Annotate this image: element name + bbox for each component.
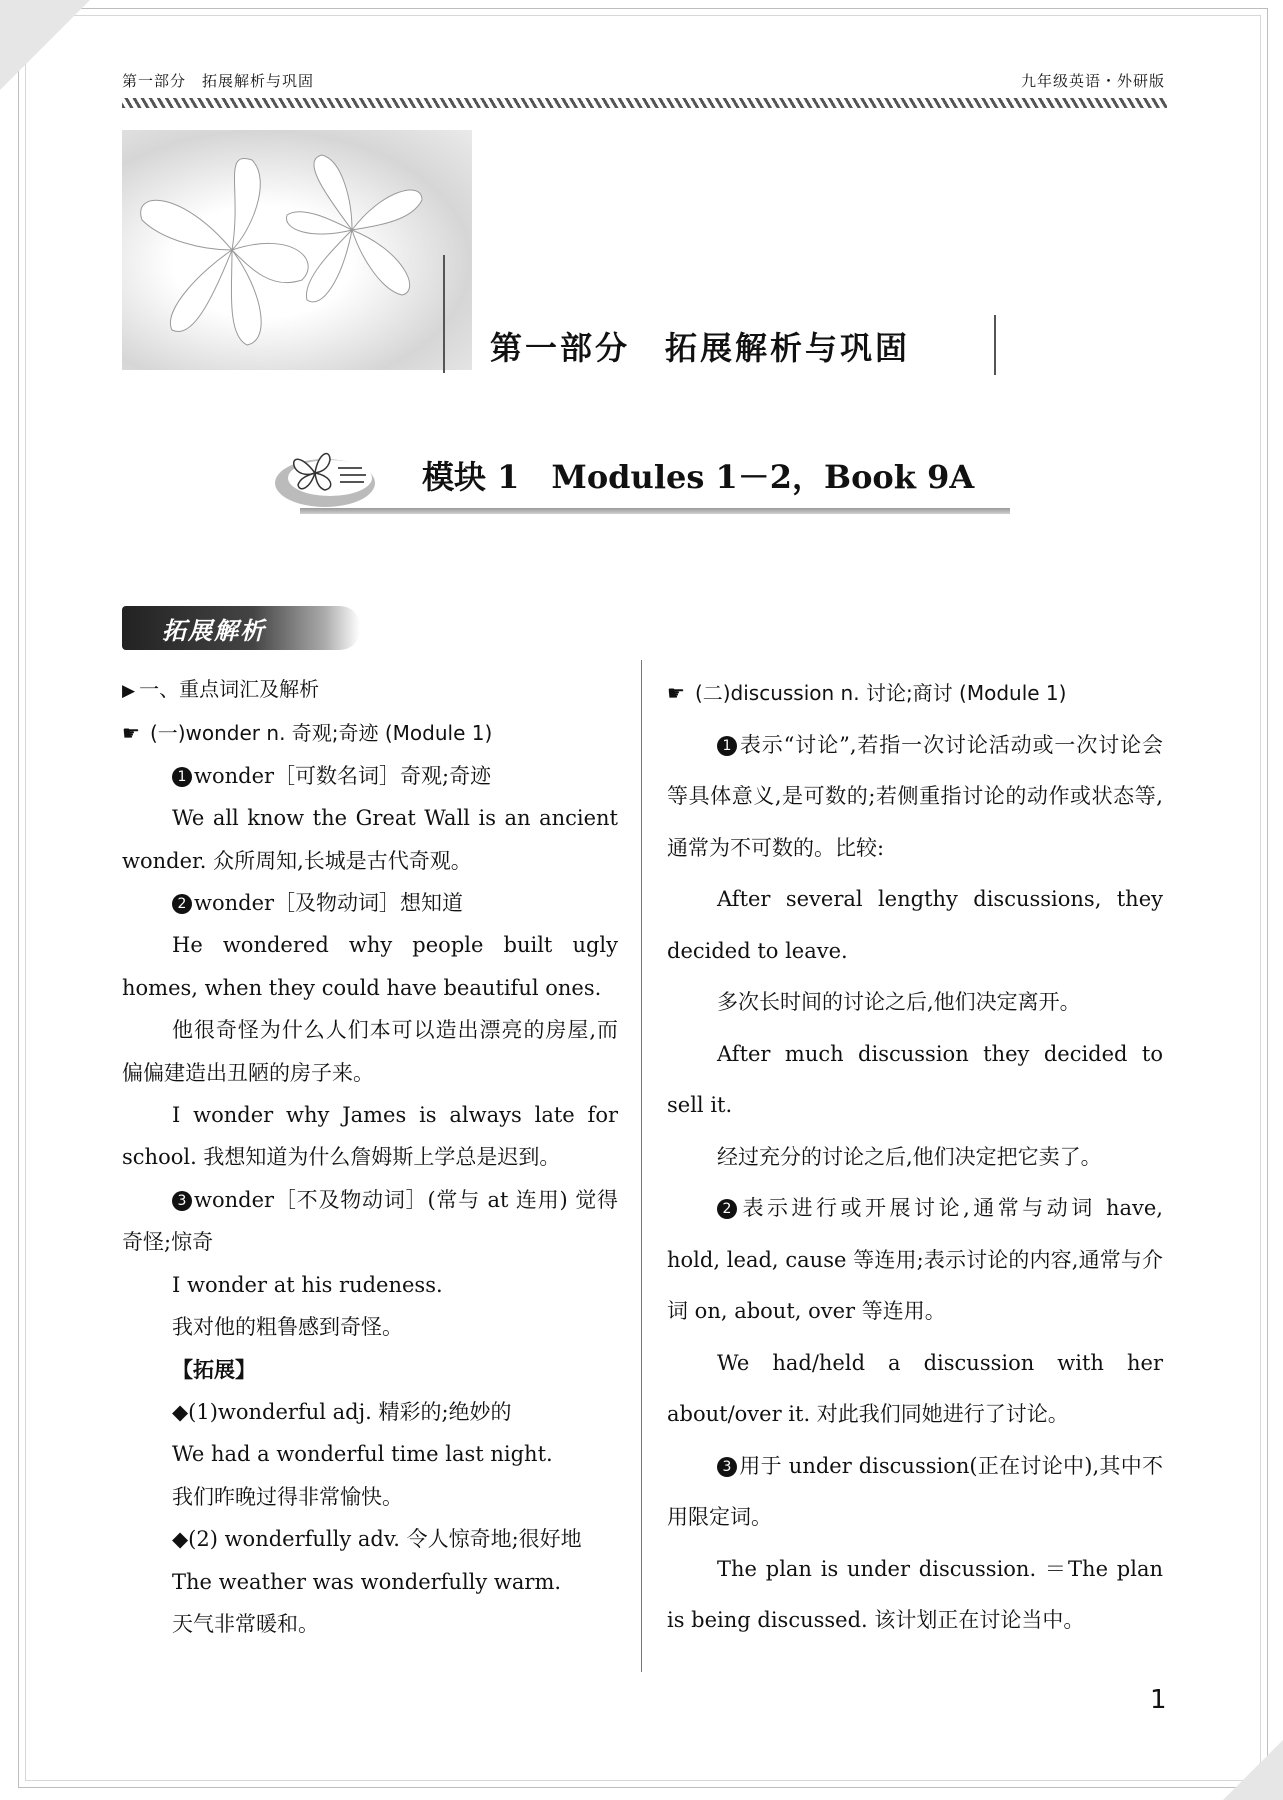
number-3-marker: 3 <box>717 1457 737 1477</box>
example-translation: 他很奇怪为什么人们本可以造出漂亮的房屋,而偏偏建造出丑陋的房子来。 <box>122 1018 618 1085</box>
number-2-marker: 2 <box>172 894 192 914</box>
pointing-hand-icon: ☛ <box>122 721 140 746</box>
flower-decoration <box>122 130 472 370</box>
wonder-sense-1: 1 wonder［可数名词］奇观;奇迹 <box>122 755 618 797</box>
discussion-sense-1: 1 表示“讨论”,若指一次讨论活动或一次讨论会等具体意义,是可数的;若侧重指讨论的动作或状态等,通常为不可数的。比较: <box>667 732 1163 860</box>
example-sentence: We had a wonderful time last night. <box>172 1442 553 1467</box>
example-sentence: The plan is under discussion. ＝The plan is being discussed. 该计划正在讨论当中。 <box>667 1556 1163 1632</box>
discussion-sense-2: 2 表示进行或开展讨论,通常与动词 have, hold, lead, cause 等连用;表示讨论的内容,通常与介词 on, about, over 等连用。 <box>667 1196 1163 1323</box>
example-translation: 我对他的粗鲁感到奇怪。 <box>172 1315 403 1340</box>
example-sentence: We all know the Great Wall is an ancient wonder. 众所周知,长城是古代奇观。 <box>122 806 618 873</box>
pointing-hand-icon: ☛ <box>667 681 685 705</box>
triangle-icon: ▶ <box>122 681 136 701</box>
example-sentence: We had/held a discussion with her about/over it. 对此我们同她进行了讨论。 <box>667 1350 1163 1426</box>
part-title: 第一部分 拓展解析与巩固 <box>490 329 911 367</box>
number-1-marker: 1 <box>172 767 192 787</box>
module-title: 模块 1 Modules 1－2，Book 9A <box>422 458 975 496</box>
section-banner-label: 拓展解析 <box>162 617 266 645</box>
extension-label: 【拓展】 <box>172 1357 256 1382</box>
part-title-frame <box>443 255 996 373</box>
example-translation: 经过充分的讨论之后,他们决定把它卖了。 <box>717 1144 1102 1169</box>
flower-icon <box>122 130 472 370</box>
running-header-left: 第一部分 拓展解析与巩固 <box>122 72 315 90</box>
page-number: 1 <box>1150 1685 1167 1715</box>
number-3-marker: 3 <box>172 1191 192 1211</box>
example-sentence: I wonder at his rudeness. <box>172 1272 443 1297</box>
module-title-underline <box>300 508 1010 514</box>
entry-discussion-heading: ☛ (二)discussion n. 讨论;商讨 (Module 1) <box>667 681 1067 705</box>
leaf-emblem-icon <box>270 428 380 518</box>
part-title-right-bar <box>994 315 996 375</box>
number-2-marker: 2 <box>717 1199 737 1219</box>
example-translation: 天气非常暖和。 <box>172 1611 319 1636</box>
part-title-left-bar <box>443 255 445 373</box>
example-sentence: After much discussion they decided to sell it. <box>667 1041 1163 1117</box>
discussion-sense-3: 3 用于 under discussion(正在讨论中),其中不用限定词。 <box>667 1453 1163 1529</box>
wonder-sense-3: 3 wonder［不及物动词］(常与 at 连用) 觉得奇怪;惊奇 <box>122 1187 618 1255</box>
number-1-marker: 1 <box>717 736 737 756</box>
wonder-sense-2: 2 wonder［及物动词］想知道 <box>122 882 618 924</box>
example-sentence: After several lengthy discussions, they decided to leave. <box>667 887 1163 963</box>
example-sentence: I wonder why James is always late for school. 我想知道为什么詹姆斯上学总是迟到。 <box>122 1103 618 1170</box>
left-column <box>122 668 618 1645</box>
example-translation: 多次长时间的讨论之后,他们决定离开。 <box>717 990 1081 1014</box>
page-corner-fold-bottom <box>1223 1740 1283 1800</box>
vocab-heading: ▶ 一、重点词汇及解析 <box>122 677 320 701</box>
extension-item: ◆(1)wonderful adj. 精彩的;绝妙的 <box>172 1399 512 1424</box>
right-column <box>667 668 1163 1647</box>
example-translation: 我们昨晚过得非常愉快。 <box>172 1484 403 1509</box>
running-header-right: 九年级英语・外研版 <box>1020 72 1165 90</box>
column-divider <box>641 660 642 1672</box>
example-sentence: The weather was wonderfully warm. <box>172 1569 562 1594</box>
page-corner-fold <box>0 0 90 90</box>
section-banner <box>122 606 360 650</box>
header-hatch-rule <box>122 98 1167 108</box>
example-sentence: He wondered why people built ugly homes, when they could have beautiful ones. <box>122 933 618 1000</box>
entry-wonder-heading: ☛ (一)wonder n. 奇观;奇迹 (Module 1) <box>122 721 493 746</box>
extension-item: ◆(2) wonderfully adv. 令人惊奇地;很好地 <box>172 1527 582 1552</box>
